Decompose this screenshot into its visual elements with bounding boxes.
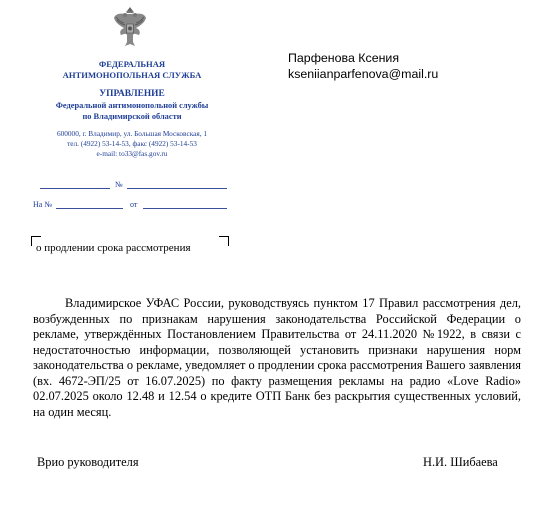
number-label: №	[115, 180, 123, 189]
letter-body: Владимирское УФАС России, руководствуясь пунктом 17 Правил рассмотрения дел, возбужденных по признакам нарушения законодательства Российской Федерации о рекламе, утверждённых Постановлением Правительства от 24.11.2020 №1922, в связи с недостаточностью информации, позволяющей установить признаки нарушения норм законодательства о рекламе, уведомляет о продлении срока рассмотрения Вашего заявления (вх. 4672-ЭП/25 от 16.07.2025) по факту размещения рекламы на радио «Love Radio» 02.07.2025 около 12.48 и 12.54 о кредите ОТП Банк без раскрытия существенных условий, на один месяц.	[33, 296, 521, 419]
incoming-number-label: На №	[33, 200, 52, 209]
recipient-name: Парфенова Ксения	[288, 51, 400, 65]
letter-subject: о продлении срока рассмотрения	[36, 242, 191, 254]
signatory-name: Н.И. Шибаева	[423, 455, 498, 469]
org-name-line2: АНТИМОНОПОЛЬНАЯ СЛУЖБА	[62, 70, 202, 80]
email-line: e-mail: to33@fas.gov.ru	[96, 149, 168, 158]
from-label: от	[130, 200, 138, 209]
incoming-number-line	[56, 208, 123, 209]
org-name-line1: ФЕДЕРАЛЬНАЯ	[98, 59, 166, 69]
recipient-email: kseniianparfenova@mail.ru	[288, 67, 439, 81]
doc-number-line	[40, 188, 110, 189]
management-line1: Федеральной антимонопольной службы	[55, 101, 209, 110]
signatory-position: Врио руководителя	[37, 455, 139, 469]
russian-coat-of-arms-icon	[112, 4, 148, 50]
management-title: УПРАВЛЕНИЕ	[99, 89, 165, 99]
address-line: 600000, г. Владимир, ул. Большая Московская, 1	[56, 129, 208, 138]
management-line2: по Владимирской области	[82, 112, 182, 121]
from-date-line	[143, 208, 227, 209]
subject-corner-right	[219, 236, 229, 246]
phone-line: тел. (4922) 53-14-53, факс (4922) 53-14-53	[67, 139, 197, 148]
doc-number-value-line	[127, 188, 227, 189]
